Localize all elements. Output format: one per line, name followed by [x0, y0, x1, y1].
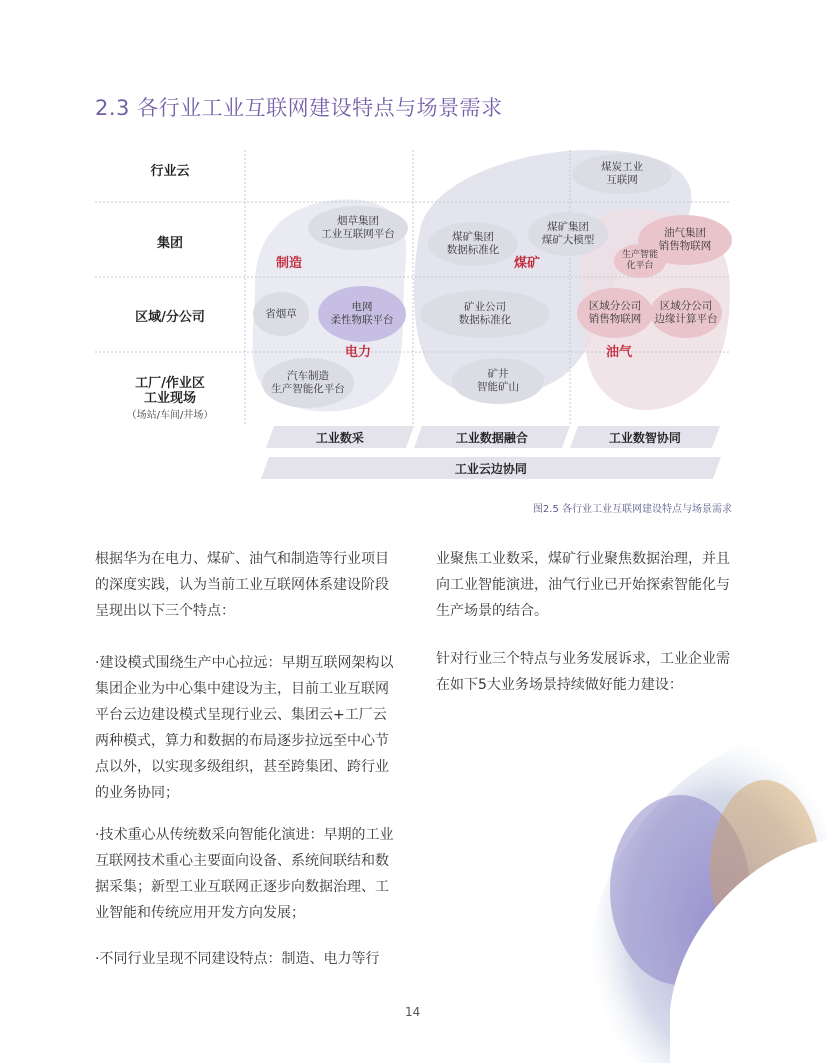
node-coal-cloud: 煤炭工业 互联网 — [572, 154, 672, 194]
row-label-factory-line2: 工业现场 — [143, 391, 196, 406]
figure-caption: 图2.5 各行业工业互联网建设特点与场景需求 — [532, 504, 732, 515]
tag-oil: 油气 — [606, 345, 633, 360]
band-collab — [570, 426, 720, 448]
node-auto: 汽车制造 生产智能化平台 — [262, 358, 354, 408]
node-oil-region-sales: 区域分公司 销售物联网 — [577, 288, 653, 338]
node-oil-region-edge: 区域分公司 边缘计算平台 — [650, 288, 722, 338]
node-coal-group-model: 煤矿集团 煤矿大模型 — [528, 212, 608, 256]
tag-power: 电力 — [345, 345, 372, 360]
decorative-arc-graphic — [560, 690, 827, 1063]
row-label-factory-sub: （场站/车间/井场） — [126, 410, 214, 421]
body-left-4: ·不同行业呈现不同建设特点：制造、电力等行 — [95, 951, 380, 967]
page-number: 14 — [405, 1005, 421, 1019]
band-collab-label: 工业数智协同 — [608, 430, 681, 445]
band-edge-label: 工业云边协同 — [454, 461, 527, 476]
row-label-factory — [95, 376, 245, 423]
row-label-group: 集团 — [156, 236, 183, 251]
tag-coal: 煤矿 — [514, 256, 541, 271]
node-mine-well: 矿井 智能矿山 — [452, 358, 544, 404]
node-prov-tobacco: 省烟草 — [253, 292, 309, 336]
band-fusion — [414, 426, 570, 448]
node-coal-group-data: 煤矿集团 数据标准化 — [428, 222, 518, 266]
industry-diagram — [0, 140, 827, 520]
body-left-1: 根据华为在电力、煤矿、油气和制造等行业项目的深度实践，认为当前工业互联网体系建设阶段呈现出以下三个特点： — [95, 551, 389, 619]
row-label-factory-line1: 工厂/作业区 — [135, 376, 205, 391]
row-label-region: 区域/分公司 — [135, 310, 205, 325]
body-right-1: 业聚焦工业数采，煤矿行业聚焦数据治理，并且向工业智能演进，油气行业已开始探索智能化与生产场景的结合。 — [436, 551, 730, 619]
node-mine-company: 矿业公司 数据标准化 — [420, 290, 550, 338]
tag-manufacturing: 制造 — [276, 256, 303, 271]
row-label-cloud: 行业云 — [150, 164, 190, 179]
band-collect-label: 工业数采 — [315, 430, 364, 445]
section-title: 2.3 各行业工业互联网建设特点与场景需求 — [95, 96, 503, 120]
band-fusion-label: 工业数据融合 — [455, 430, 528, 445]
band-edge — [261, 457, 721, 479]
band-collect — [266, 426, 414, 448]
body-right-2: 针对行业三个特点与业务发展诉求，工业企业需在如下5大业务场景持续做好能力建设： — [436, 651, 730, 693]
body-left-3: ·技术重心从传统数采向智能化演进：早期的工业互联网技术重心主要面向设备、系统间联结和数据采集；新型工业互联网正逐步向数据治理、工业智能和传统应用开发方向发展； — [95, 827, 394, 921]
node-oil-smart: 生产智能 化平台 — [614, 244, 666, 278]
node-oil-group: 油气集团 销售物联网 — [638, 215, 732, 265]
node-grid: 电网 柔性物联平台 — [318, 286, 406, 342]
node-tobacco-group: 烟草集团 工业互联网平台 — [308, 206, 408, 250]
body-left-2: ·建设模式围绕生产中心拉远：早期互联网架构以集团企业为中心集中建设为主，目前工业互联网平台云边建设模式呈现行业云、集团云+工厂云两种模式，算力和数据的布局逐步拉远至中心节点以外，以实现多级组织，甚至跨集团、跨行业的业务协同； — [95, 655, 394, 801]
